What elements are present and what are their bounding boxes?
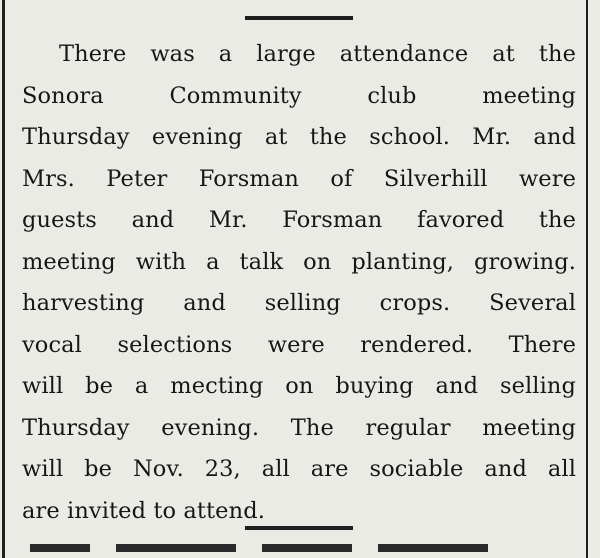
column-rule-right bbox=[586, 0, 588, 558]
article-line: vocal selections were rendered. There bbox=[22, 331, 576, 358]
article-line: are invited to attend. bbox=[22, 497, 265, 524]
article-line: There was a large attendance at the bbox=[59, 41, 576, 67]
article-paragraph bbox=[22, 34, 576, 532]
article-line: Thursday evening at the school. Mr. and bbox=[22, 124, 576, 150]
separator-rule-top bbox=[245, 16, 353, 20]
article-line: Thursday evening. The regular meeting bbox=[22, 414, 576, 441]
article-line: will be Nov. 23, all are sociable and all bbox=[22, 456, 576, 482]
cut-off-next-article-fragment bbox=[30, 544, 570, 558]
article-line: will be a mecting on buying and selling bbox=[22, 373, 576, 399]
article-line: Sonora Community club meeting bbox=[22, 82, 576, 109]
article-line: meeting with a talk on planting, growing. bbox=[22, 248, 576, 275]
article-line: guests and Mr. Forsman favored the bbox=[22, 207, 576, 233]
column-rule-left bbox=[2, 0, 5, 558]
article-line: Mrs. Peter Forsman of Silverhill were bbox=[22, 165, 576, 192]
article-line: harvesting and selling crops. Several bbox=[22, 290, 576, 316]
separator-rule-bottom bbox=[245, 526, 353, 530]
